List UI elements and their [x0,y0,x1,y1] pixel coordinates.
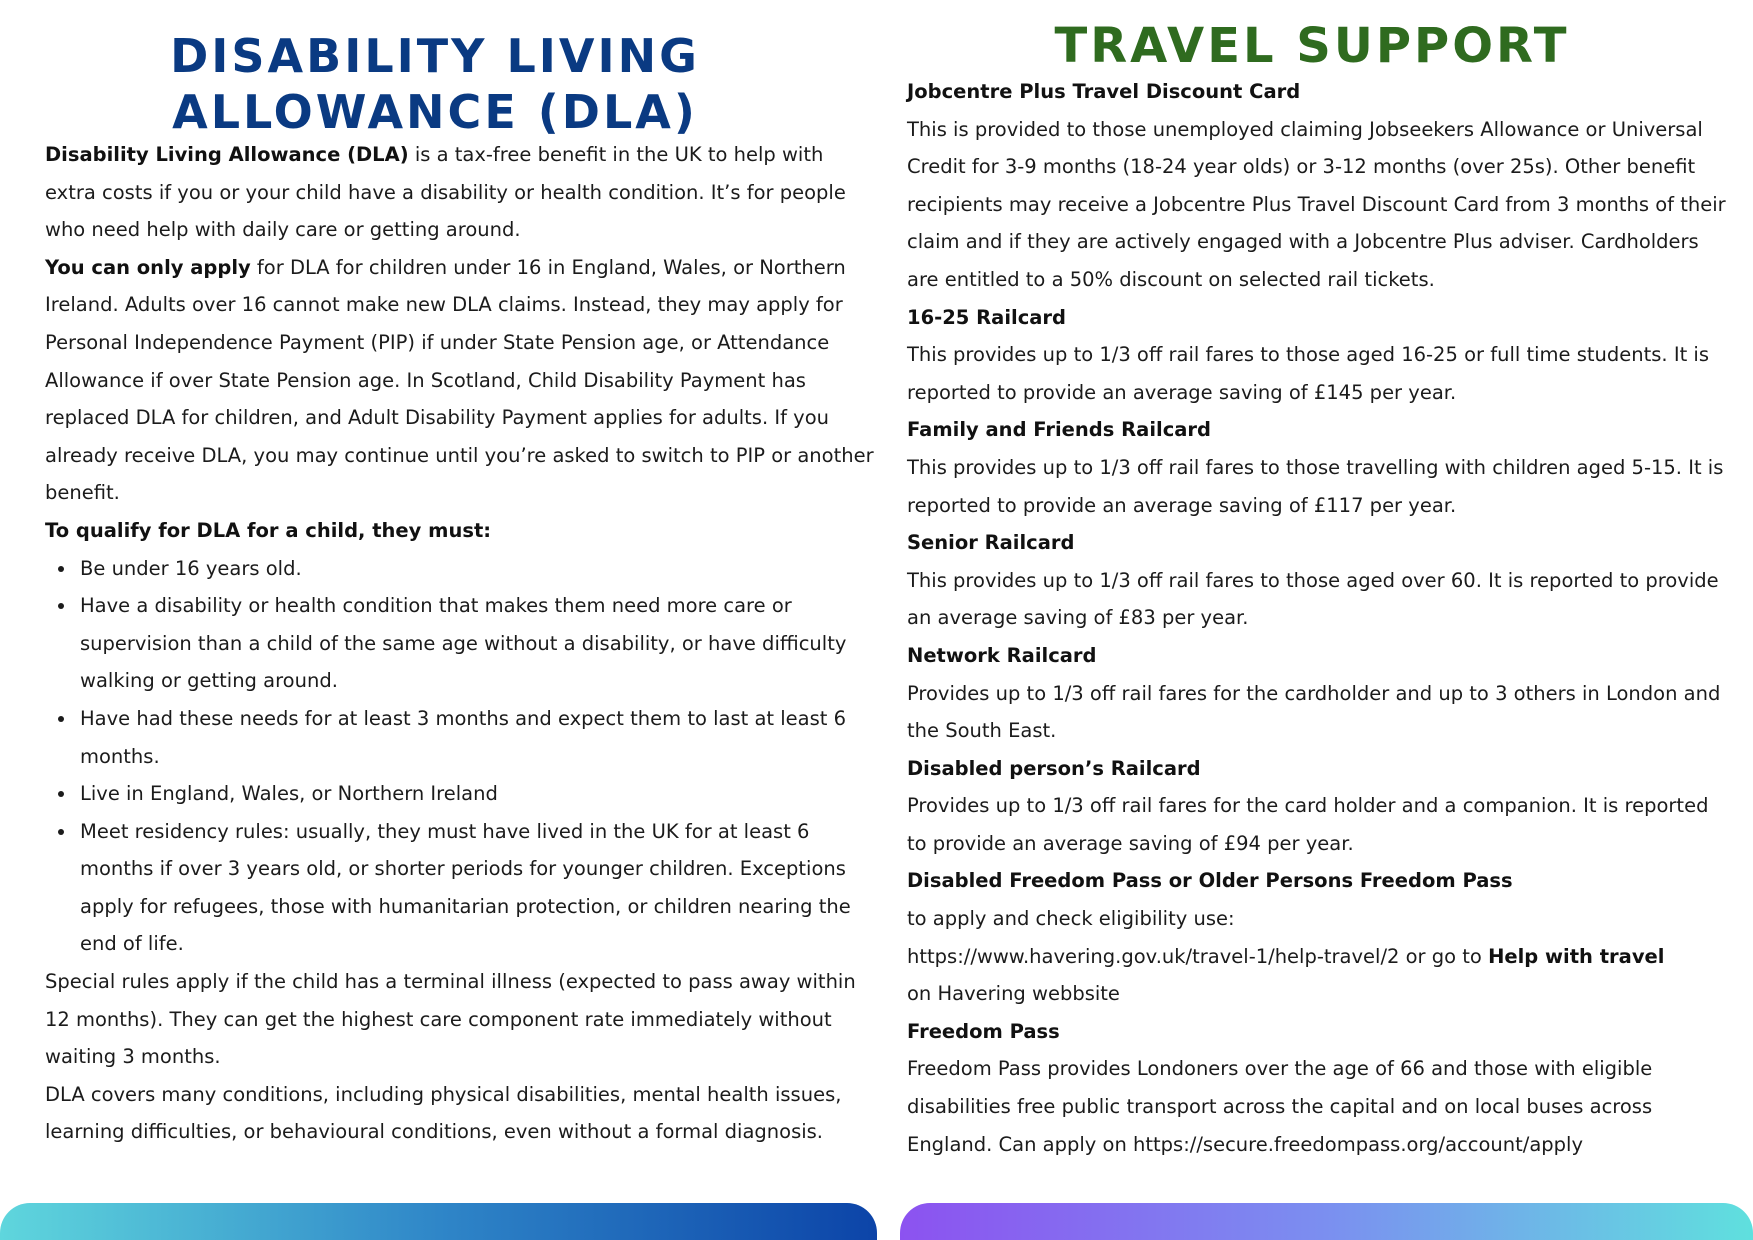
freedom-pass-heading: Freedom Pass [907,1019,1060,1043]
dla-intro-text: is a tax-free benefit in the UK to help with extra costs if you or your child have a disability or health condition. It’s for people who need help with daily care or getting around. [45,143,846,242]
freedom-pass-disabled-heading: Disabled Freedom Pass or Older Persons Freedom Pass [907,869,1513,893]
havering-url: https://www.havering.gov.uk/travel-1/help-travel/2 or go to [907,944,1489,968]
dla-title [45,28,825,140]
dla-qualify-list [45,550,875,964]
dla-apply-bold: You can only apply [45,255,251,279]
dla-intro [45,136,875,249]
senior-railcard-text: This provides up to 1/3 off rail fares to those aged over 60. It is reported to provide an average saving of £83 per year. [907,568,1719,630]
footer-bar-left [0,1203,877,1240]
senior-railcard-heading: Senior Railcard [907,531,1075,555]
dla-special-rules: Special rules apply if the child has a terminal illness (expected to pass away within 12 months). They can get the highest care component rate immediately without waiting 3 months. [45,970,856,1069]
family-railcard-heading: Family and Friends Railcard [907,418,1211,442]
dla-apply [45,249,875,512]
dla-body [45,136,875,1151]
freedom-pass-apply-line: to apply and check eligibility use: [907,907,1235,931]
disabled-railcard-heading: Disabled person’s Railcard [907,756,1201,780]
dla-qualify-heading: To qualify for DLA for a child, they must: [45,518,492,542]
travel-title: TRAVEL SUPPORT [1054,18,1570,74]
list-item: Meet residency rules: usually, they must have lived in the UK for at least 6 months if over 3 years old, or shorter periods for younger children. Exceptions apply for refugees, those with humanitarian protection, or children nearing the end of life. [80,813,875,963]
help-with-travel-link[interactable]: Help with travel [1488,944,1665,968]
list-item: Have had these needs for at least 3 months and expect them to last at least 6 months. [80,700,875,775]
railcard-1625-heading: 16-25 Railcard [907,305,1066,329]
freedom-pass-text: Freedom Pass provides Londoners over the age of 66 and those with eligible disabilities free public transport across the capital and on local buses across England. Can apply on https://secure.freedompass.org/account/apply [907,1057,1653,1156]
dla-title-line2: ALLOWANCE (DLA) [172,85,698,139]
havering-website-text: on Havering webbsite [907,982,1120,1006]
footer-bar-right [900,1203,1753,1240]
list-item: Have a disability or health condition that makes them need more care or supervision than a child of the same age without a disability, or have difficulty walking or getting around. [80,587,875,700]
list-item: Be under 16 years old. [80,550,875,588]
jobcentre-text: This is provided to those unemployed claiming Jobseekers Allowance or Universal Credit for 3-9 months (18-24 year olds) or 3-12 months (over 25s). Other benefit recipients may receive a Jobcentre Plus Travel Discount Card from 3 months of their claim and if they are actively engaged with a Jobcentre Plus adviser. Cardholders are entitled to a 50% discount on selected rail tickets. [907,117,1726,291]
dla-covers: DLA covers many conditions, including physical disabilities, mental health issues, learning difficulties, or behavioural conditions, even without a formal diagnosis. [45,1082,842,1144]
freedom-pass-url-line [907,938,1727,1013]
dla-intro-bold: Disability Living Allowance (DLA) [45,143,409,166]
network-railcard-text: Provides up to 1/3 off rail fares for the cardholder and up to 3 others in London and the South East. [907,681,1721,743]
railcard-1625-text: This provides up to 1/3 off rail fares to those aged 16-25 or full time students. It is reported to provide an average saving of £145 per year. [907,343,1710,404]
dla-apply-text: for DLA for children under 16 in England, Wales, or Northern Ireland. Adults over 16 cannot make new DLA claims. Instead, they may apply for Personal Independence Payment (PIP) if under State Pension age, or Attendance Allowance if over State Pension age. In Scotland, Child Disability Payment has replaced DLA for children, and Adult Disability Payment applies for adults. If you already receive DLA, you may continue until you’re asked to switch to PIP or another benefit. [45,255,874,505]
dla-title-line1: DISABILITY LIVING [170,29,700,83]
disabled-railcard-text: Provides up to 1/3 off rail fares for the card holder and a companion. It is reported to provide an average saving of £94 per year. [907,794,1709,855]
list-item: Live in England, Wales, or Northern Ireland [80,775,875,813]
family-railcard-text: This provides up to 1/3 off rail fares to those travelling with children aged 5-15. It is reported to provide an average saving of £117 per year. [907,455,1724,517]
network-railcard-heading: Network Railcard [907,643,1097,667]
jobcentre-heading: Jobcentre Plus Travel Discount Card [907,80,1301,103]
travel-body [907,73,1727,1163]
